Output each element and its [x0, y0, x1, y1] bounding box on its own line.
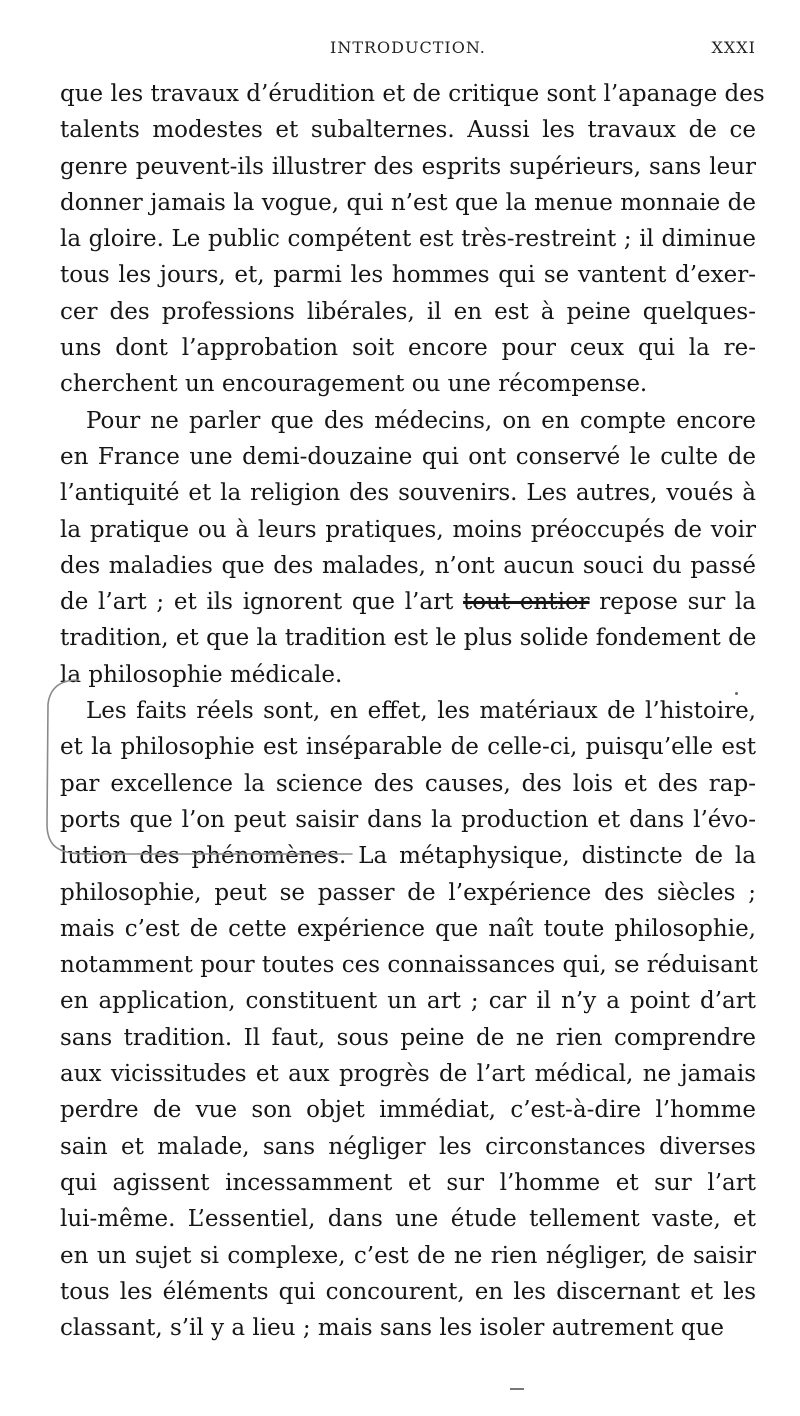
- text-line: ports que l’on peut saisir dans la production et dans l’évo-: [60, 806, 756, 833]
- text-line: en application, constituent un art ; car il n’y a point d’art: [60, 988, 756, 1015]
- text-line: lui-même. L’essentiel, dans une étude tellement vaste, et: [60, 1206, 756, 1233]
- ink-speck: [735, 692, 738, 695]
- text-line: tous les éléments qui concourent, en les discernant et les: [60, 1278, 756, 1305]
- text-line: cherchent un encouragement ou une récompense.: [60, 371, 648, 398]
- paragraph: [60, 76, 765, 403]
- text-line: donner jamais la vogue, qui n’est que la menue monnaie de: [60, 189, 756, 216]
- text-line: mais c’est de cette expérience que naît toute philosophie,: [60, 915, 756, 942]
- text-line: et la philosophie est inséparable de celle-ci, puisqu’elle est: [60, 734, 756, 761]
- text-line: tradition, et que la tradition est le plus solide fondement de: [60, 625, 757, 652]
- text-line: sain et malade, sans négliger les circonstances diverses: [60, 1133, 756, 1160]
- body-text: [60, 76, 765, 1346]
- text-line: talents modestes et subalternes. Aussi les travaux de ce: [60, 117, 756, 144]
- text-line: que les travaux d’érudition et de critique sont l’apanage des: [60, 81, 765, 107]
- text-line: aux vicissitudes et aux progrès de l’art médical, ne jamais: [60, 1061, 756, 1088]
- text-line: qui agissent incessamment et sur l’homme et sur l’art: [60, 1169, 756, 1196]
- text-line: l’antiquité et la religion des souvenirs. Les autres, voués à: [60, 480, 756, 507]
- text-line: la gloire. Le public compétent est très-restreint ; il diminue: [60, 226, 756, 253]
- ink-mark: [510, 1388, 524, 1390]
- text-line: notamment pour toutes ces connaissances qui, se réduisant: [60, 952, 758, 979]
- text-line: Pour ne parler que des médecins, on en compte encore: [86, 407, 756, 434]
- paragraph: [60, 693, 756, 1346]
- text-line: en France une demi-douzaine qui ont conservé le culte de: [60, 443, 756, 470]
- text-line: classant, s’il y a lieu ; mais sans les isoler autrement que: [60, 1315, 725, 1342]
- text-line: des maladies que des malades, n’ont aucun souci du passé: [60, 552, 756, 579]
- text-line: la philosophie médicale.: [60, 661, 343, 688]
- running-head: [62, 38, 756, 68]
- text-line: cer des professions libérales, il en est à peine quelques-: [60, 298, 756, 325]
- text-line: uns dont l’approbation soit encore pour ceux qui la re-: [60, 335, 756, 362]
- struck-phrase: tout entier: [463, 589, 590, 616]
- paragraph: [60, 403, 756, 693]
- text-line: par excellence la science des causes, des lois et des rap-: [60, 770, 756, 797]
- text-line: lution des phénomènes. La métaphysique, distincte de la: [60, 843, 756, 870]
- text-line: de l’art ; et ils ignorent que l’art tout entier repose sur la: [60, 589, 756, 616]
- text-line: perdre de vue son objet immédiat, c’est-à-dire l’homme: [60, 1097, 756, 1124]
- page-number: XXXI: [711, 38, 756, 57]
- text-line: la pratique ou à leurs pratiques, moins préoccupés de voir: [60, 516, 756, 543]
- text-line: philosophie, peut se passer de l’expérience des siècles ;: [60, 879, 756, 906]
- text-line: tous les jours, et, parmi les hommes qui se vantent d’exer-: [60, 262, 756, 289]
- text-line: Les faits réels sont, en effet, les matériaux de l’histoire,: [86, 698, 756, 725]
- text-line: genre peuvent-ils illustrer des esprits supérieurs, sans leur: [60, 153, 756, 180]
- text-line: en un sujet si complexe, c’est de ne rien négliger, de saisir: [60, 1242, 756, 1269]
- text-line: sans tradition. Il faut, sous peine de ne rien comprendre: [60, 1024, 756, 1051]
- running-head-title: INTRODUCTION.: [330, 38, 486, 57]
